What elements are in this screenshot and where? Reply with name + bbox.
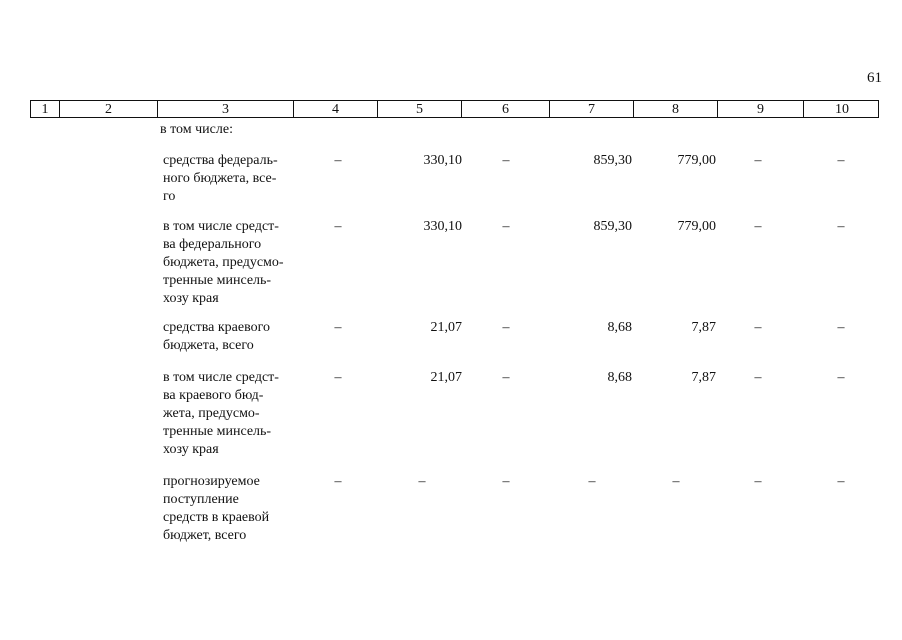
cell-col4: –: [334, 320, 342, 335]
cell-col9: –: [754, 153, 762, 168]
label-line: бюджета, всего: [163, 338, 254, 353]
header-cell-7: 7: [549, 101, 633, 117]
cell-col4: –: [334, 153, 342, 168]
cell-col10: –: [837, 153, 845, 168]
cell-col9: –: [754, 370, 762, 385]
cell-col8: 779,00: [677, 153, 716, 168]
cell-col10: –: [837, 320, 845, 335]
cell-col9: –: [754, 219, 762, 234]
label-line: хозу края: [163, 291, 219, 306]
header-cell-9: 9: [717, 101, 803, 117]
label-line: бюджета, предусмо-: [163, 255, 284, 270]
cell-col10: –: [837, 474, 845, 489]
cell-col5: 330,10: [423, 219, 462, 234]
cell-col9: –: [754, 474, 762, 489]
cell-col5: 21,07: [430, 370, 462, 385]
cell-col5: 21,07: [430, 320, 462, 335]
label-line: средства федераль-: [163, 153, 278, 168]
header-cell-2: 2: [59, 101, 157, 117]
cell-col8: 7,87: [691, 370, 716, 385]
label-line: в том числе средст-: [163, 370, 279, 385]
label-line: средств в краевой: [163, 510, 270, 525]
cell-col4: –: [334, 474, 342, 489]
label-line: в том числе средст-: [163, 219, 279, 234]
cell-col7: 859,30: [593, 219, 632, 234]
row-label-regional-ministry: [163, 369, 295, 459]
cell-col7: 8,68: [607, 320, 632, 335]
label-line: ва краевого бюд-: [163, 388, 264, 403]
label-line: ва федерального: [163, 237, 262, 252]
cell-col7: 859,30: [593, 153, 632, 168]
cell-col6: –: [502, 320, 510, 335]
row-label-regional-total: [163, 319, 295, 355]
cell-col5: –: [418, 474, 426, 489]
cell-col4: –: [334, 219, 342, 234]
cell-col10: –: [837, 219, 845, 234]
label-line: поступление: [163, 492, 239, 507]
header-cell-8: 8: [633, 101, 717, 117]
table-subheader: в том числе:: [160, 122, 233, 137]
label-line: средства краевого: [163, 320, 270, 335]
header-cell-5: 5: [377, 101, 461, 117]
label-line: тренные минсель-: [163, 273, 272, 288]
label-line: го: [163, 189, 176, 204]
cell-col7: –: [588, 474, 596, 489]
table-header-row: [30, 100, 879, 118]
label-line: ного бюджета, все-: [163, 171, 277, 186]
row-label-federal-ministry: [163, 218, 295, 308]
header-cell-1: 1: [41, 102, 49, 117]
cell-col6: –: [502, 370, 510, 385]
header-cell-6: 6: [461, 101, 549, 117]
cell-col7: 8,68: [607, 370, 632, 385]
cell-col6: –: [502, 474, 510, 489]
cell-col9: –: [754, 320, 762, 335]
cell-col6: –: [502, 153, 510, 168]
label-line: жета, предусмо-: [163, 406, 260, 421]
cell-col8: 779,00: [677, 219, 716, 234]
label-line: бюджет, всего: [163, 528, 247, 543]
cell-col4: –: [334, 370, 342, 385]
cell-col5: 330,10: [423, 153, 462, 168]
cell-col6: –: [502, 219, 510, 234]
row-label-federal-total: [163, 152, 295, 206]
label-line: хозу края: [163, 442, 219, 457]
label-line: прогнозируемое: [163, 474, 260, 489]
header-cell-10: 10: [803, 101, 880, 117]
cell-col10: –: [837, 370, 845, 385]
header-cell-3: 3: [157, 101, 293, 117]
cell-col8: 7,87: [691, 320, 716, 335]
header-cell-4: 4: [293, 101, 377, 117]
page-number: 61: [867, 70, 882, 86]
row-label-forecast-receipts: [163, 473, 295, 545]
label-line: тренные минсель-: [163, 424, 272, 439]
cell-col8: –: [672, 474, 680, 489]
